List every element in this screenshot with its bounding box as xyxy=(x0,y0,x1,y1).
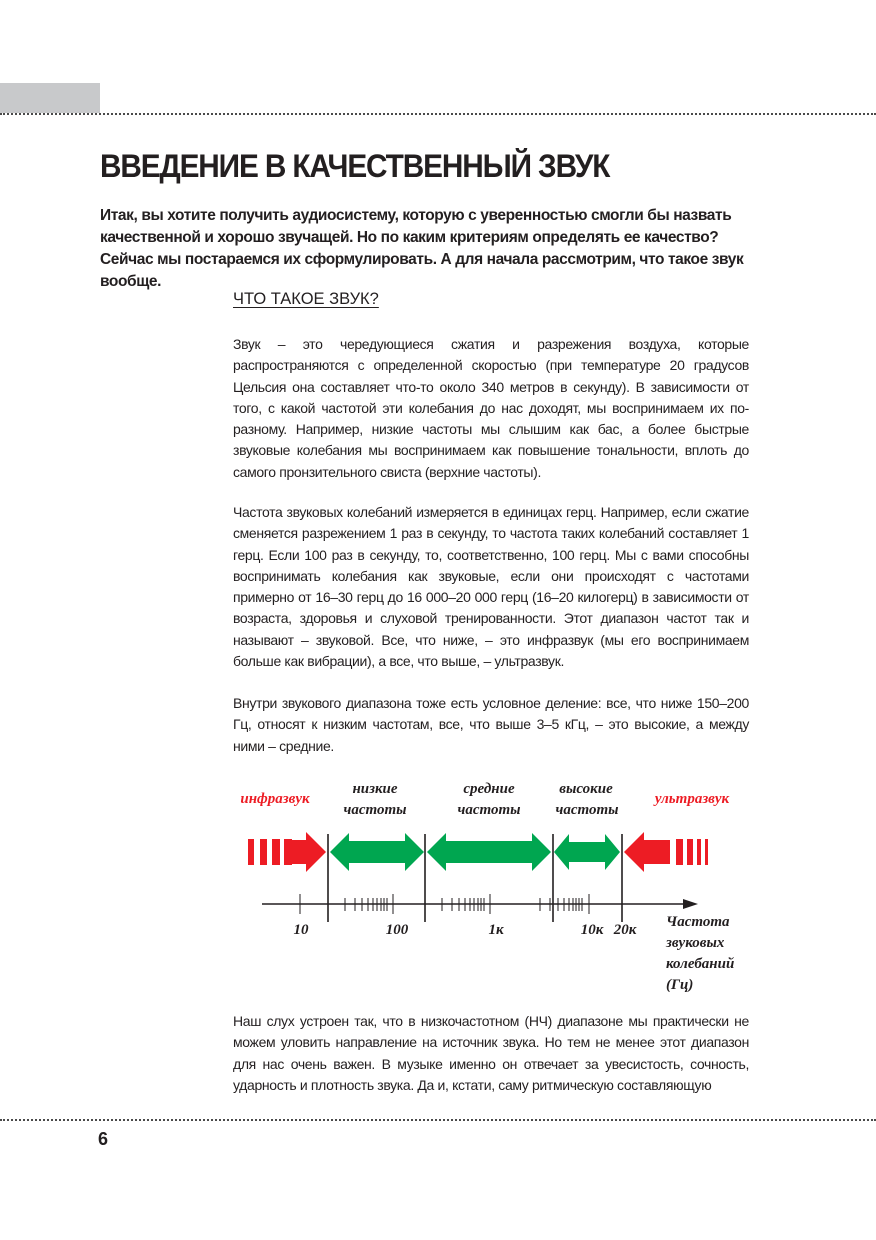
footer-dotted-rule xyxy=(0,1119,876,1121)
subsection-title: ЧТО ТАКОЕ ЗВУК? xyxy=(233,290,379,308)
axis-label-line-4: (Гц) xyxy=(666,977,694,993)
paragraph-low-frequency: Наш слух устроен так, что в низкочастотном (НЧ) диапазоне мы практически не можем уловить направление на источник звука. Но тем не менее этот диапазон для нас очень важен. В музыке именно он отвечает за увесистость, сочность, ударность и плотность звука. Да и, кстати, саму ритмическую составляющую xyxy=(233,1013,749,1093)
tick-label-1k: 1к xyxy=(488,922,504,938)
label-high-1: высокие xyxy=(559,781,613,797)
paragraph-bands: Внутри звукового диапазона тоже есть условное деление: все, что ниже 150–200 Гц, относят к низким частотам, все, что выше 3–5 кГц, – это высокие, а между ними – средние. xyxy=(233,695,749,754)
section-title: ВВЕДЕНИЕ В КАЧЕСТВЕННЫЙ ЗВУК xyxy=(100,148,610,184)
label-low-2: частоты xyxy=(343,802,407,818)
axis-label-line-1: Частота xyxy=(666,914,730,930)
paragraph-what-is-sound: Звук – это чередующиеся сжатия и разрежения воздуха, которые распространяются с определенной скоростью (при температуре 20 градусов Цельсия она составляет что-то около 340 метров в секунду). В зависимости от того, с какой частотой эти колебания до нас доходят, мы воспринимаем их по-разному. Например, низкие частоты мы слышим как бас, а более быстрые звуковые колебания мы воспринимаем как повышение тональности, вплоть до самого пронзительного свиста (верхние частоты). xyxy=(233,336,749,480)
tick-label-10: 10 xyxy=(293,922,309,938)
lead-paragraph: Итак, вы хотите получить аудиосистему, которую с уверенностью смогли бы назвать качественной и хорошо звучащей. Но по каким критериям определять ее качество? Сейчас мы постараемся их сформулировать. А для начала рассмотрим, что такое звук вообще. xyxy=(100,207,744,290)
section-tab xyxy=(0,83,100,113)
tick-label-10k: 10к xyxy=(580,922,604,938)
label-ultrasound: ультразвук xyxy=(654,791,730,807)
frequency-range-diagram xyxy=(228,774,758,998)
page-number: 6 xyxy=(98,1129,109,1149)
tick-label-100: 100 xyxy=(385,922,409,938)
label-low-1: низкие xyxy=(352,781,398,797)
ultrasound-arrow xyxy=(624,832,708,872)
high-band-arrow xyxy=(554,834,620,870)
low-band-arrow xyxy=(330,833,424,871)
axis-arrowhead xyxy=(683,899,698,909)
mid-band-arrow xyxy=(427,833,551,871)
paragraph-frequency: Частота звуковых колебаний измеряется в единицах герц. Например, если сжатие сменяется разрежением 1 раз в секунду, то частота таких колебаний составляет 1 герц. Если 100 раз в секунду, то, соответственно, 100 герц. Мы с вами способны воспринимать колебания как звуковые, если они происходят с частотами примерно от 16–30 герц до 16 000–20 000 герц (16–20 килогерц) в зависимости от возраста, здоровья и слуховой тренированности. Этот диапазон частот так и называют – звуковой. Все, что ниже, – это инфразвук (мы его воспринимаем больше как вибрации), а все, что выше, – ультразвук. xyxy=(233,504,749,670)
infrasound-arrow xyxy=(248,832,326,872)
tick-label-20k: 20к xyxy=(613,922,637,938)
axis-label-line-3: колебаний xyxy=(666,956,735,972)
label-high-2: частоты xyxy=(555,802,619,818)
label-mid-1: средние xyxy=(463,781,515,797)
header-dotted-rule xyxy=(0,113,876,115)
label-mid-2: частоты xyxy=(457,802,521,818)
label-infrasound: инфразвук xyxy=(240,791,310,807)
axis-label-line-2: звуковых xyxy=(666,935,725,951)
